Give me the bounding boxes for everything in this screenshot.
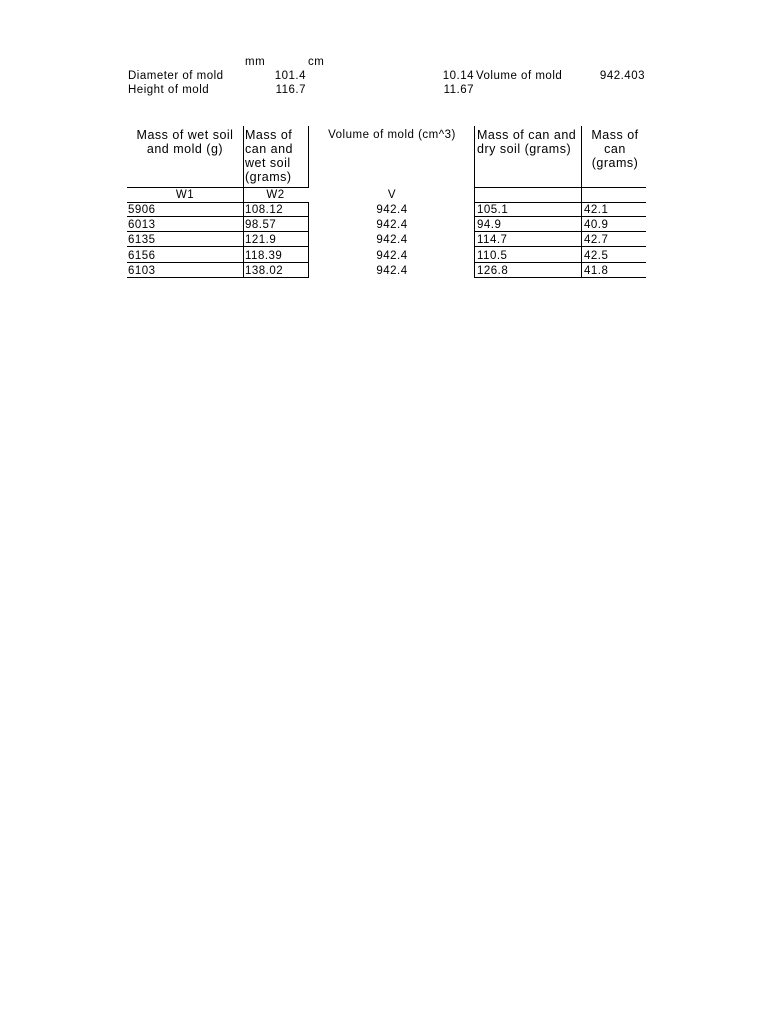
symbol-w1: W1 [175, 189, 195, 201]
table-cell-w1: 6013 [128, 219, 156, 232]
row-rule [474, 262, 646, 263]
header-v: Volume of mold (cm^3) [328, 129, 456, 141]
rule-header-left [127, 187, 309, 188]
table-cell-v: 942.4 [376, 234, 408, 247]
table-cell-dry: 126.8 [477, 264, 509, 277]
table-cell-w2: 121.9 [245, 234, 277, 247]
table-cell-dry: 105.1 [477, 204, 509, 216]
symbol-w2: W2 [266, 189, 285, 201]
row-rule [127, 216, 309, 217]
table-cell-w1: 6156 [128, 249, 156, 262]
diameter-mm-value: 101.4 [274, 70, 306, 82]
table-cell-can: 42.1 [584, 204, 609, 216]
symbol-v: V [387, 189, 397, 201]
volume-value: 942.403 [599, 70, 645, 82]
header-w2: Mass of can and wet soil (grams) [245, 128, 293, 184]
table-cell-v: 942.4 [376, 219, 408, 232]
table-cell-w1: 5906 [128, 204, 156, 216]
header-can: Mass of can (grams) [591, 128, 639, 170]
row-rule [474, 231, 646, 232]
row-rule [474, 277, 646, 278]
table-cell-w2: 138.02 [245, 264, 284, 277]
table-cell-v: 942.4 [376, 249, 408, 262]
diameter-label: Diameter of mold [128, 70, 224, 82]
header-w1: Mass of wet soil and mold (g) [136, 128, 234, 156]
table-cell-dry: 110.5 [477, 249, 508, 262]
table-cell-w2: 108.12 [245, 204, 284, 216]
height-mm-value: 116.7 [275, 84, 306, 96]
rule-header-right [474, 187, 646, 188]
units-mm-label: mm [245, 56, 266, 68]
table-cell-w2: 118.39 [245, 249, 283, 262]
table-cell-w1: 6103 [128, 264, 156, 277]
diameter-cm-value: 10.14 [442, 70, 474, 82]
divider-w2-rows [308, 202, 309, 278]
table-cell-w2: 98.57 [245, 219, 277, 232]
table-cell-v: 942.4 [376, 204, 408, 216]
row-rule [474, 216, 646, 217]
table-cell-v: 942.4 [376, 264, 408, 277]
volume-label: Volume of mold [476, 70, 563, 82]
row-rule [127, 277, 309, 278]
units-cm-label: cm [308, 56, 325, 68]
height-label: Height of mold [128, 84, 210, 96]
height-cm-value: 11.67 [443, 84, 474, 96]
table-cell-can: 42.5 [584, 249, 609, 262]
table-cell-can: 41.8 [584, 264, 609, 277]
table-cell-dry: 114.7 [477, 234, 508, 247]
header-dry: Mass of can and dry soil (grams) [477, 128, 577, 156]
table-cell-w1: 6135 [128, 234, 156, 247]
table-cell-dry: 94.9 [477, 219, 502, 232]
row-rule [127, 246, 309, 247]
divider-w2-header [308, 126, 309, 187]
row-rule [127, 231, 309, 232]
row-rule [474, 246, 646, 247]
table-cell-can: 40.9 [584, 219, 609, 232]
table-cell-can: 42.7 [584, 234, 609, 247]
row-rule [127, 262, 309, 263]
